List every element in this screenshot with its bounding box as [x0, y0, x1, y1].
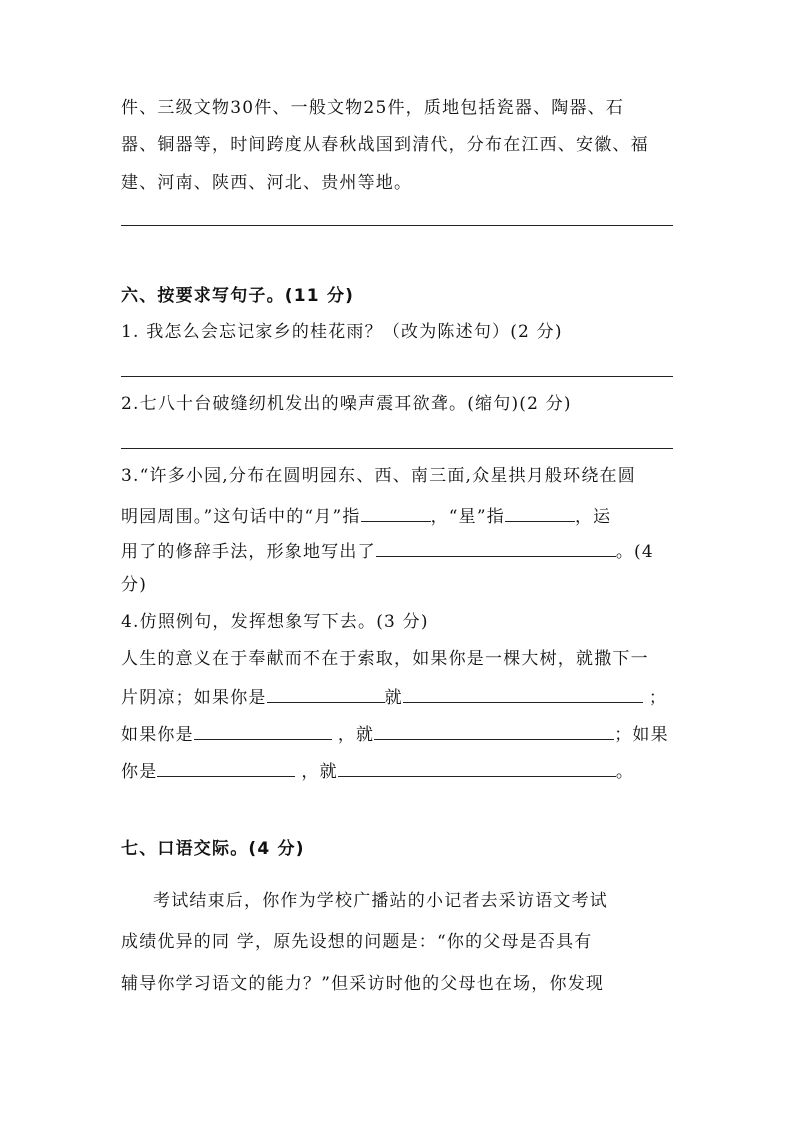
q4-text-i: 。: [615, 762, 635, 782]
q3-text-b: ，“星”指: [430, 507, 505, 527]
question-4-example: 人生的意义在于奉献而不在于索取，如果你是一棵大树，就撒下一: [121, 649, 649, 669]
q4-text-a: 片阴凉；如果你是: [121, 688, 267, 708]
passage-line-3: 建、河南、陕西、河北、贵州等地。: [121, 173, 413, 193]
q4-text-f: ；如果: [614, 725, 669, 745]
q4-text-c: ；: [648, 688, 668, 708]
blank-q4-5[interactable]: [157, 758, 295, 777]
blank-yue[interactable]: [361, 503, 431, 522]
question-4-line-4: [121, 758, 634, 784]
question-3-line-4: 分): [121, 575, 148, 595]
question-3-line-3: [121, 538, 654, 564]
question-3-line-1: 3.“许多小园,分布在圆明园东、西、南三面,众星拱月般环绕在圆: [121, 466, 636, 486]
q4-text-g: 你是: [121, 762, 158, 782]
section-7-line-1: 考试结束后，你作为学校广播站的小记者去采访语文考试: [153, 891, 608, 911]
question-4-line-3: [121, 721, 669, 747]
question-4-line-2: [121, 684, 667, 710]
q4-text-d: 如果你是: [121, 725, 194, 745]
blank-q4-4[interactable]: [374, 721, 614, 740]
section-7-line-3: 辅导你学习语文的能力？”但采访时他的父母也在场，你发现: [121, 974, 605, 994]
blank-q4-3[interactable]: [194, 721, 332, 740]
q3-text-e: 。(4: [615, 542, 654, 562]
question-3-line-2: [121, 503, 611, 529]
passage-line-2: 器、铜器等，时间跨度从春秋战国到清代，分布在江西、安徽、福: [121, 135, 649, 155]
answer-line-q2[interactable]: [121, 448, 673, 449]
answer-line[interactable]: [121, 225, 673, 226]
q4-text-b: 就: [384, 688, 403, 708]
blank-q4-1[interactable]: [267, 684, 385, 703]
section-7-title: 七、口语交际。(4 分): [121, 839, 305, 859]
q3-text-d: 用了的修辞手法，形象地写出了: [121, 542, 376, 562]
answer-line-q1[interactable]: [121, 376, 673, 377]
section-7-line-2: 成绩优异的同 学，原先设想的问题是：“你的父母是否具有: [121, 932, 593, 952]
blank-q4-6[interactable]: [338, 758, 616, 777]
section-6-title: 六、按要求写句子。(11 分): [121, 286, 355, 306]
blank-description[interactable]: [376, 538, 616, 557]
question-2: 2.七八十台破缝纫机发出的噪声震耳欲聋。(缩句)(2 分): [121, 394, 572, 414]
q3-text-c: ，运: [574, 507, 612, 527]
q3-text-a: 明园周围。”这句话中的“月”指: [121, 507, 361, 527]
blank-q4-2[interactable]: [403, 684, 643, 703]
q4-text-h: ，就: [301, 762, 338, 782]
passage-line-1: 件、三级文物30件、一般文物25件，质地包括瓷器、陶器、石: [121, 98, 625, 118]
question-1: 1. 我怎么会忘记家乡的桂花雨？（改为陈述句）(2 分): [121, 322, 563, 342]
blank-xing[interactable]: [505, 503, 575, 522]
q4-text-e: ，就: [337, 725, 375, 745]
question-4-title: 4.仿照例句，发挥想象写下去。(3 分): [121, 612, 429, 632]
